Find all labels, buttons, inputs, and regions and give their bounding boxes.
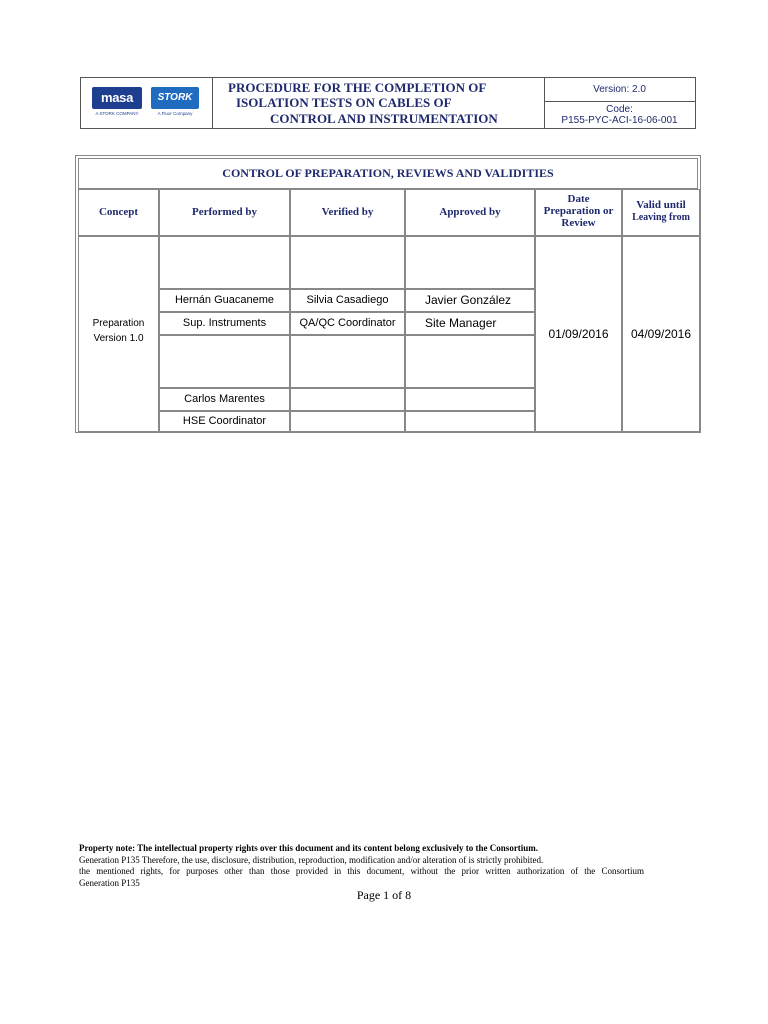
verified-role-1: QA/QC Coordinator xyxy=(290,312,405,335)
performed-role-1: Sup. Instruments xyxy=(159,312,290,335)
date-header-line-1: Date xyxy=(567,193,590,205)
date-header-line-2: Preparation or xyxy=(543,205,614,217)
approved-name-1: Javier González xyxy=(405,289,535,312)
property-note: Property note: The intellectual property rights over this document and its content belong exclusively to the Consortium. xyxy=(79,843,539,853)
approved-role-1: Site Manager xyxy=(405,312,535,335)
signature-cell-verified-1 xyxy=(290,236,405,289)
document-header xyxy=(80,77,696,129)
column-header-date xyxy=(535,189,622,236)
concept-line-1: Preparation xyxy=(92,318,145,329)
table-title: CONTROL OF PREPARATION, REVIEWS AND VALIDITIES xyxy=(78,158,698,189)
footer-line-4: Generation P135 xyxy=(79,878,140,888)
code-value: P155-PYC-ACI-16-06-001 xyxy=(561,115,678,126)
version-cell xyxy=(544,78,695,102)
signature-cell-verified-2 xyxy=(290,335,405,388)
signature-cell-approved-1 xyxy=(405,236,535,289)
concept-line-2: Version 1.0 xyxy=(93,333,144,344)
column-header-verified-by: Verified by xyxy=(290,189,405,236)
document-meta xyxy=(544,78,695,128)
verified-role-2 xyxy=(290,411,405,432)
column-header-performed-by: Performed by xyxy=(159,189,290,236)
footer-line-3: the mentioned rights, for purposes other than those provided in this document, without the prior written authorization of the Consortium xyxy=(79,866,644,876)
verified-name-1: Silvia Casadiego xyxy=(290,289,405,312)
code-cell xyxy=(544,102,695,128)
title-line-2: ISOLATION TESTS ON CABLES OF xyxy=(236,95,452,110)
verified-name-2 xyxy=(290,388,405,411)
date-cell xyxy=(535,236,622,432)
stork-logo-subtitle: A Fluor Company xyxy=(157,111,193,116)
approved-name-2 xyxy=(405,388,535,411)
preparation-date: 01/09/2016 xyxy=(548,327,609,341)
title-line-3: CONTROL AND INSTRUMENTATION xyxy=(270,111,498,126)
version-text: Version: 2.0 xyxy=(593,84,646,95)
title-line-1: PROCEDURE FOR THE COMPLETION OF xyxy=(228,80,487,95)
footer-line-2: Generation P135 Therefore, the use, disclosure, distribution, reproduction, modification and/or alteration of is strictly prohibited. xyxy=(79,855,544,865)
stork-logo: STORK xyxy=(151,87,199,109)
masa-logo-subtitle: A STORK COMPANY xyxy=(95,111,139,116)
control-table xyxy=(75,155,701,433)
signature-cell-performed-1 xyxy=(159,236,290,289)
concept-cell xyxy=(78,236,159,432)
document-title xyxy=(212,78,545,128)
performed-name-1: Hernán Guacaneme xyxy=(159,289,290,312)
performed-role-2: HSE Coordinator xyxy=(159,411,290,432)
signature-cell-performed-2 xyxy=(159,335,290,388)
valid-until-date: 04/09/2016 xyxy=(630,327,692,341)
valid-header-line-1: Valid until xyxy=(636,199,686,211)
column-header-concept: Concept xyxy=(78,189,159,236)
signature-cell-approved-2 xyxy=(405,335,535,388)
performed-name-2: Carlos Marentes xyxy=(159,388,290,411)
column-header-approved-by: Approved by xyxy=(405,189,535,236)
column-header-valid-until xyxy=(622,189,700,236)
page-number: Page 1 of 8 xyxy=(356,888,412,902)
logos-cell xyxy=(81,78,213,128)
date-header-line-3: Review xyxy=(561,217,596,229)
valid-until-cell xyxy=(622,236,700,432)
approved-role-2 xyxy=(405,411,535,432)
valid-header-line-2: Leaving from xyxy=(632,212,690,223)
masa-logo: masa xyxy=(92,87,142,109)
code-label: Code: xyxy=(606,104,633,115)
